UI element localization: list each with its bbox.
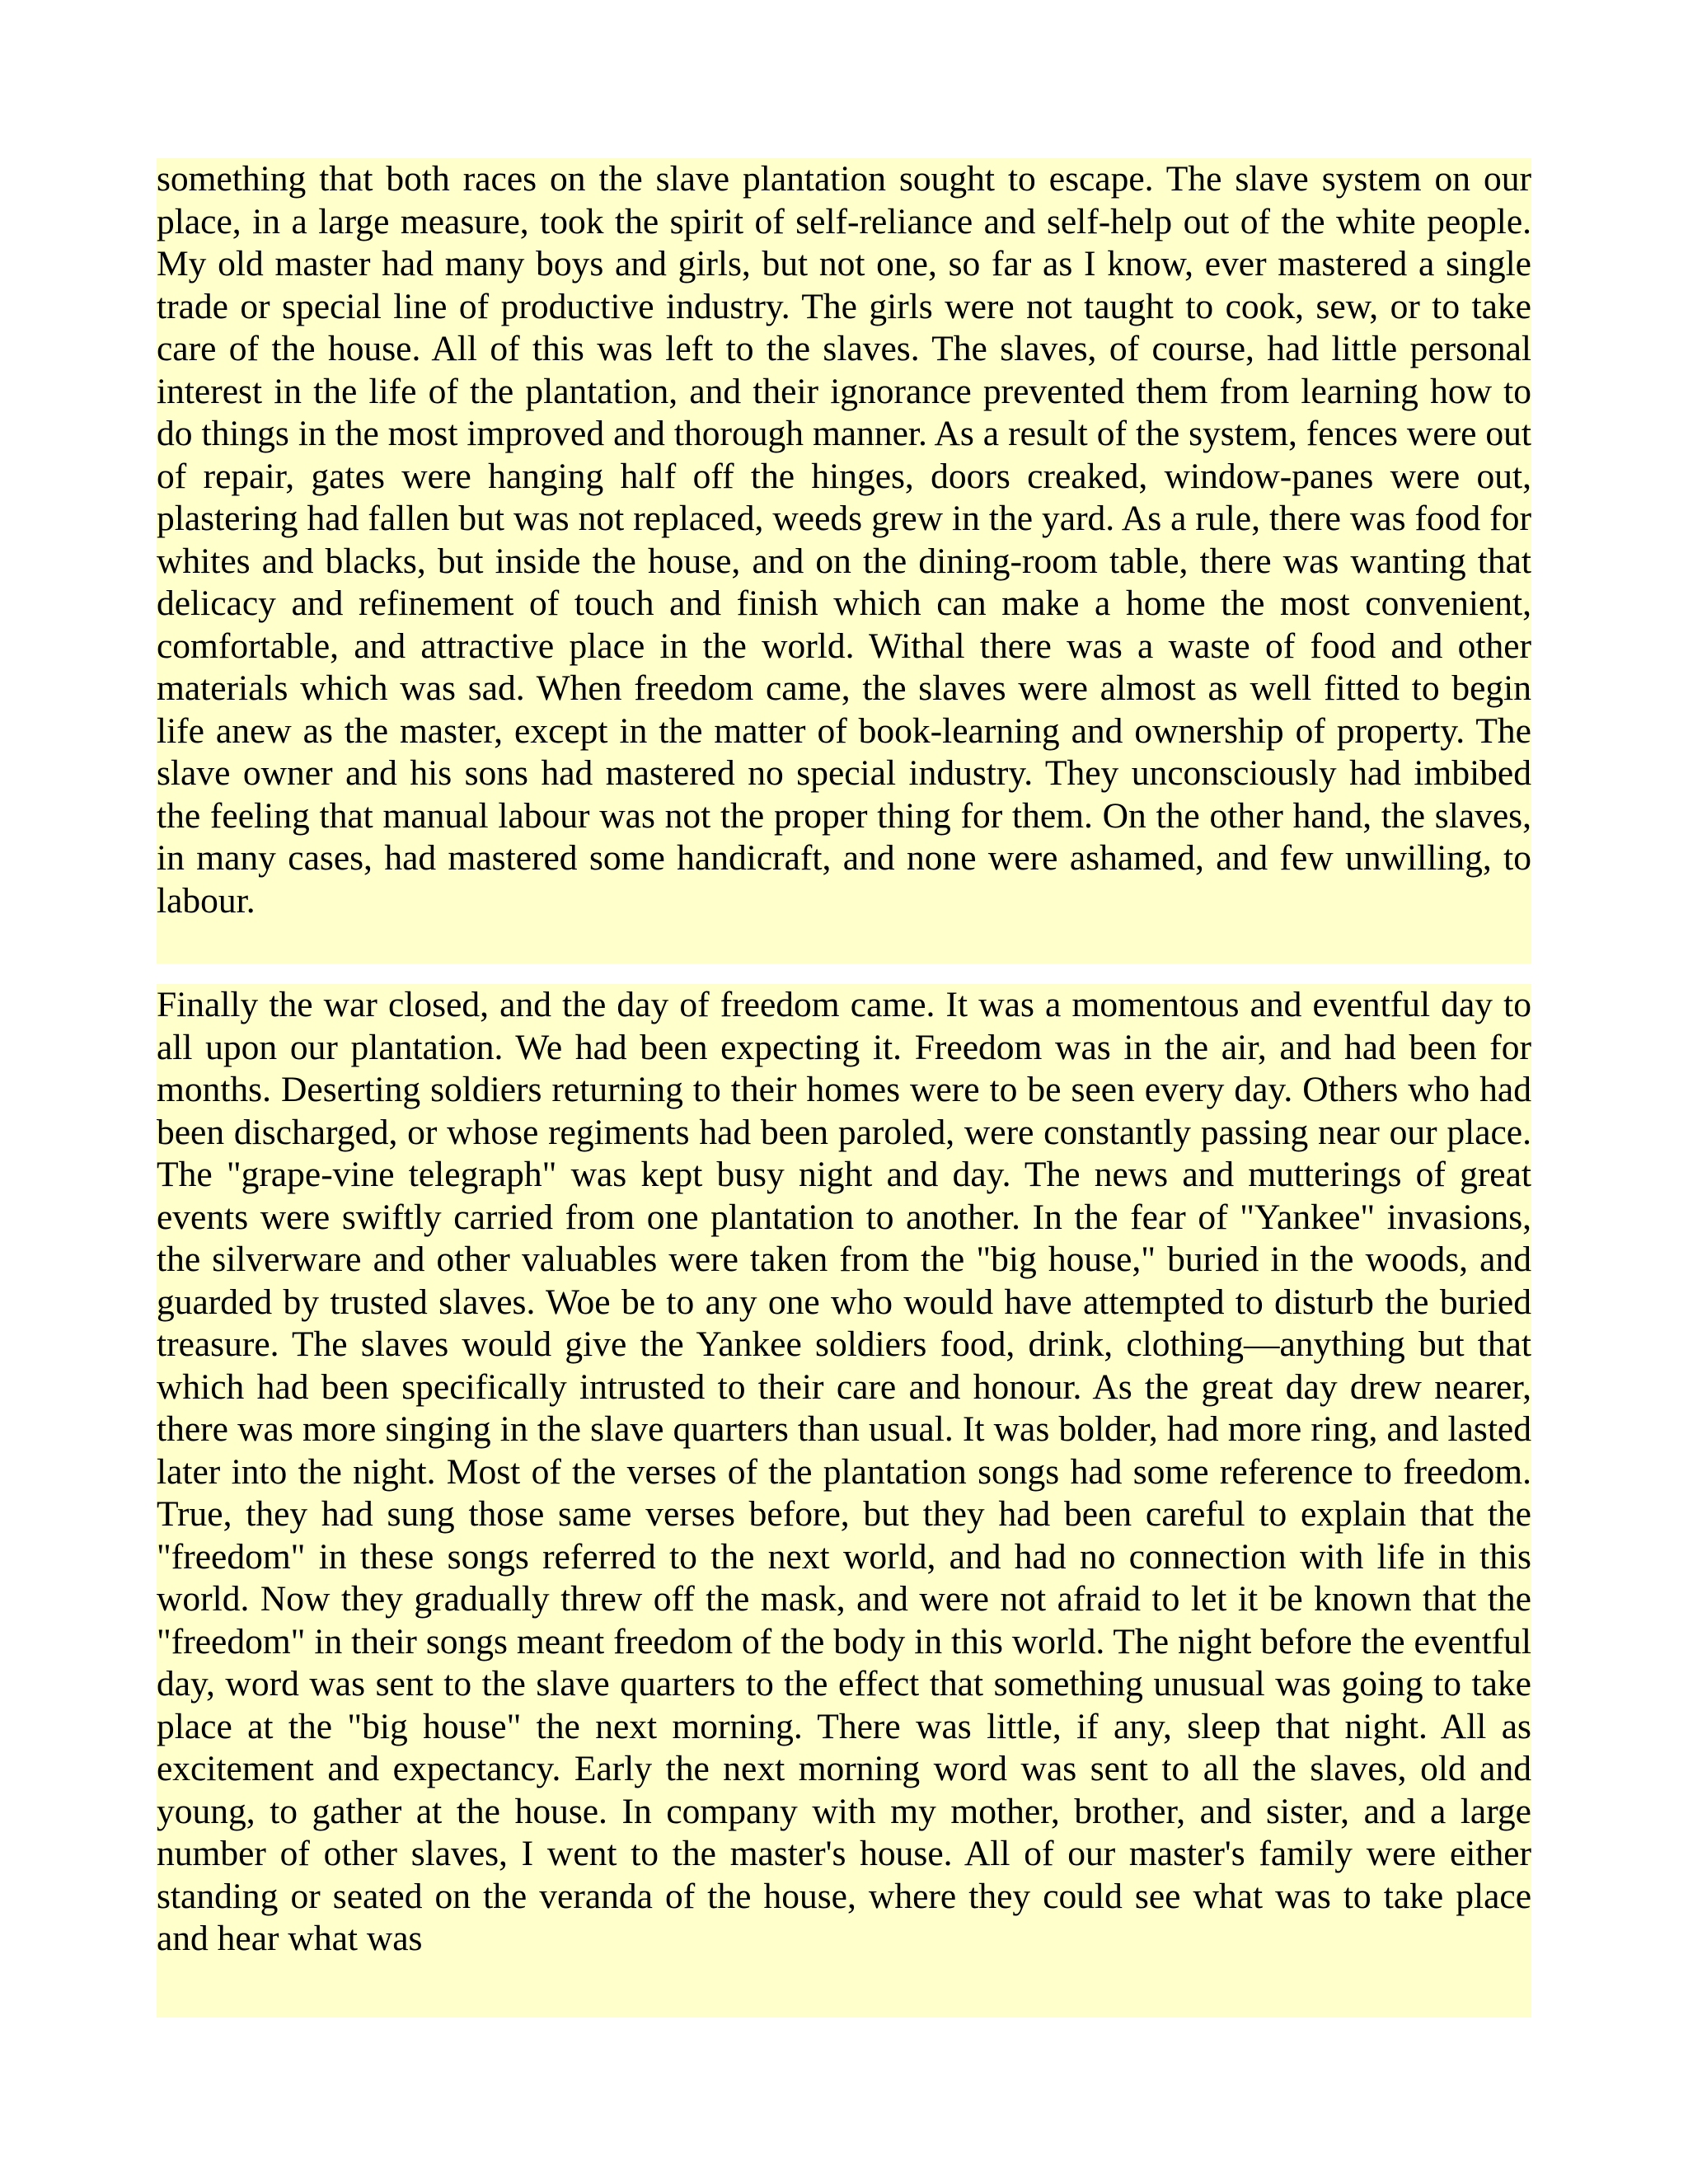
paragraph-2: Finally the war closed, and the day of freedom came. It was a momentous and eventful day to all upon our plantation. We had been expecting it. Freedom was in the air, and had been for months. Deserting soldiers returning to their homes were to be seen every day. Others who had been discharged, or whose regiments had been paroled, were constantly passing near our place. The "grape-vine telegraph" was kept busy night and day. The news and mutterings of great events were swiftly carried from one plantation to another. In the fear of "Yankee" invasions, the silverware and other valuables were taken from the "big house," buried in the woods, and guarded by trusted slaves. Woe be to any one who would have attempted to disturb the buried treasure. The slaves would give the Yankee soldiers food, drink, clothing—anything but that which had been specifically intrusted to their care and honour. As the great day drew nearer, there was more singing in the slave quarters than usual. It was bolder, had more ring, and lasted later into the night. Most of the verses of the plantation songs had some reference to freedom. True, they had sung those same verses before, but they had been careful to explain that the "freedom" in these songs referred to the next world, and had no connection with life in this world. Now they gradually threw off the mask, and were not afraid to let it be known that the "freedom" in their songs meant freedom of the body in this world. The night before the eventful day, word was sent to the slave quarters to the effect that something unusual was going to take place at the "big house" the next morning. There was little, if any, sleep that night. All as excitement and expectancy. Early the next morning word was sent to all the slaves, old and young, to gather at the house. In company with my mother, brother, and sister, and a large number of other slaves, I went to the master's house. All of our master's family were either standing or seated on the veranda of the house, where they could see what was to take place and hear what was xyxy=(157,984,1531,2018)
paragraph-1: something that both races on the slave plantation sought to escape. The slave system on our place, in a large measure, took the spirit of self-reliance and self-help out of the white people. My old master had many boys and girls, but not one, so far as I know, ever mastered a single trade or special line of productive industry. The girls were not taught to cook, sew, or to take care of the house. All of this was left to the slaves. The slaves, of course, had little personal interest in the life of the plantation, and their ignorance prevented them from learning how to do things in the most improved and thorough manner. As a result of the system, fences were out of repair, gates were hanging half off the hinges, doors creaked, window-panes were out, plastering had fallen but was not replaced, weeds grew in the yard. As a rule, there was food for whites and blacks, but inside the house, and on the dining-room table, there was wanting that delicacy and refinement of touch and finish which can make a home the most convenient, comfortable, and attractive place in the world. Withal there was a waste of food and other materials which was sad. When freedom came, the slaves were almost as well fitted to begin life anew as the master, except in the matter of book-learning and ownership of property. The slave owner and his sons had mastered no special industry. They unconsciously had imbibed the feeling that manual labour was not the proper thing for them. On the other hand, the slaves, in many cases, had mastered some handicraft, and none were ashamed, and few unwilling, to labour. xyxy=(157,158,1531,963)
